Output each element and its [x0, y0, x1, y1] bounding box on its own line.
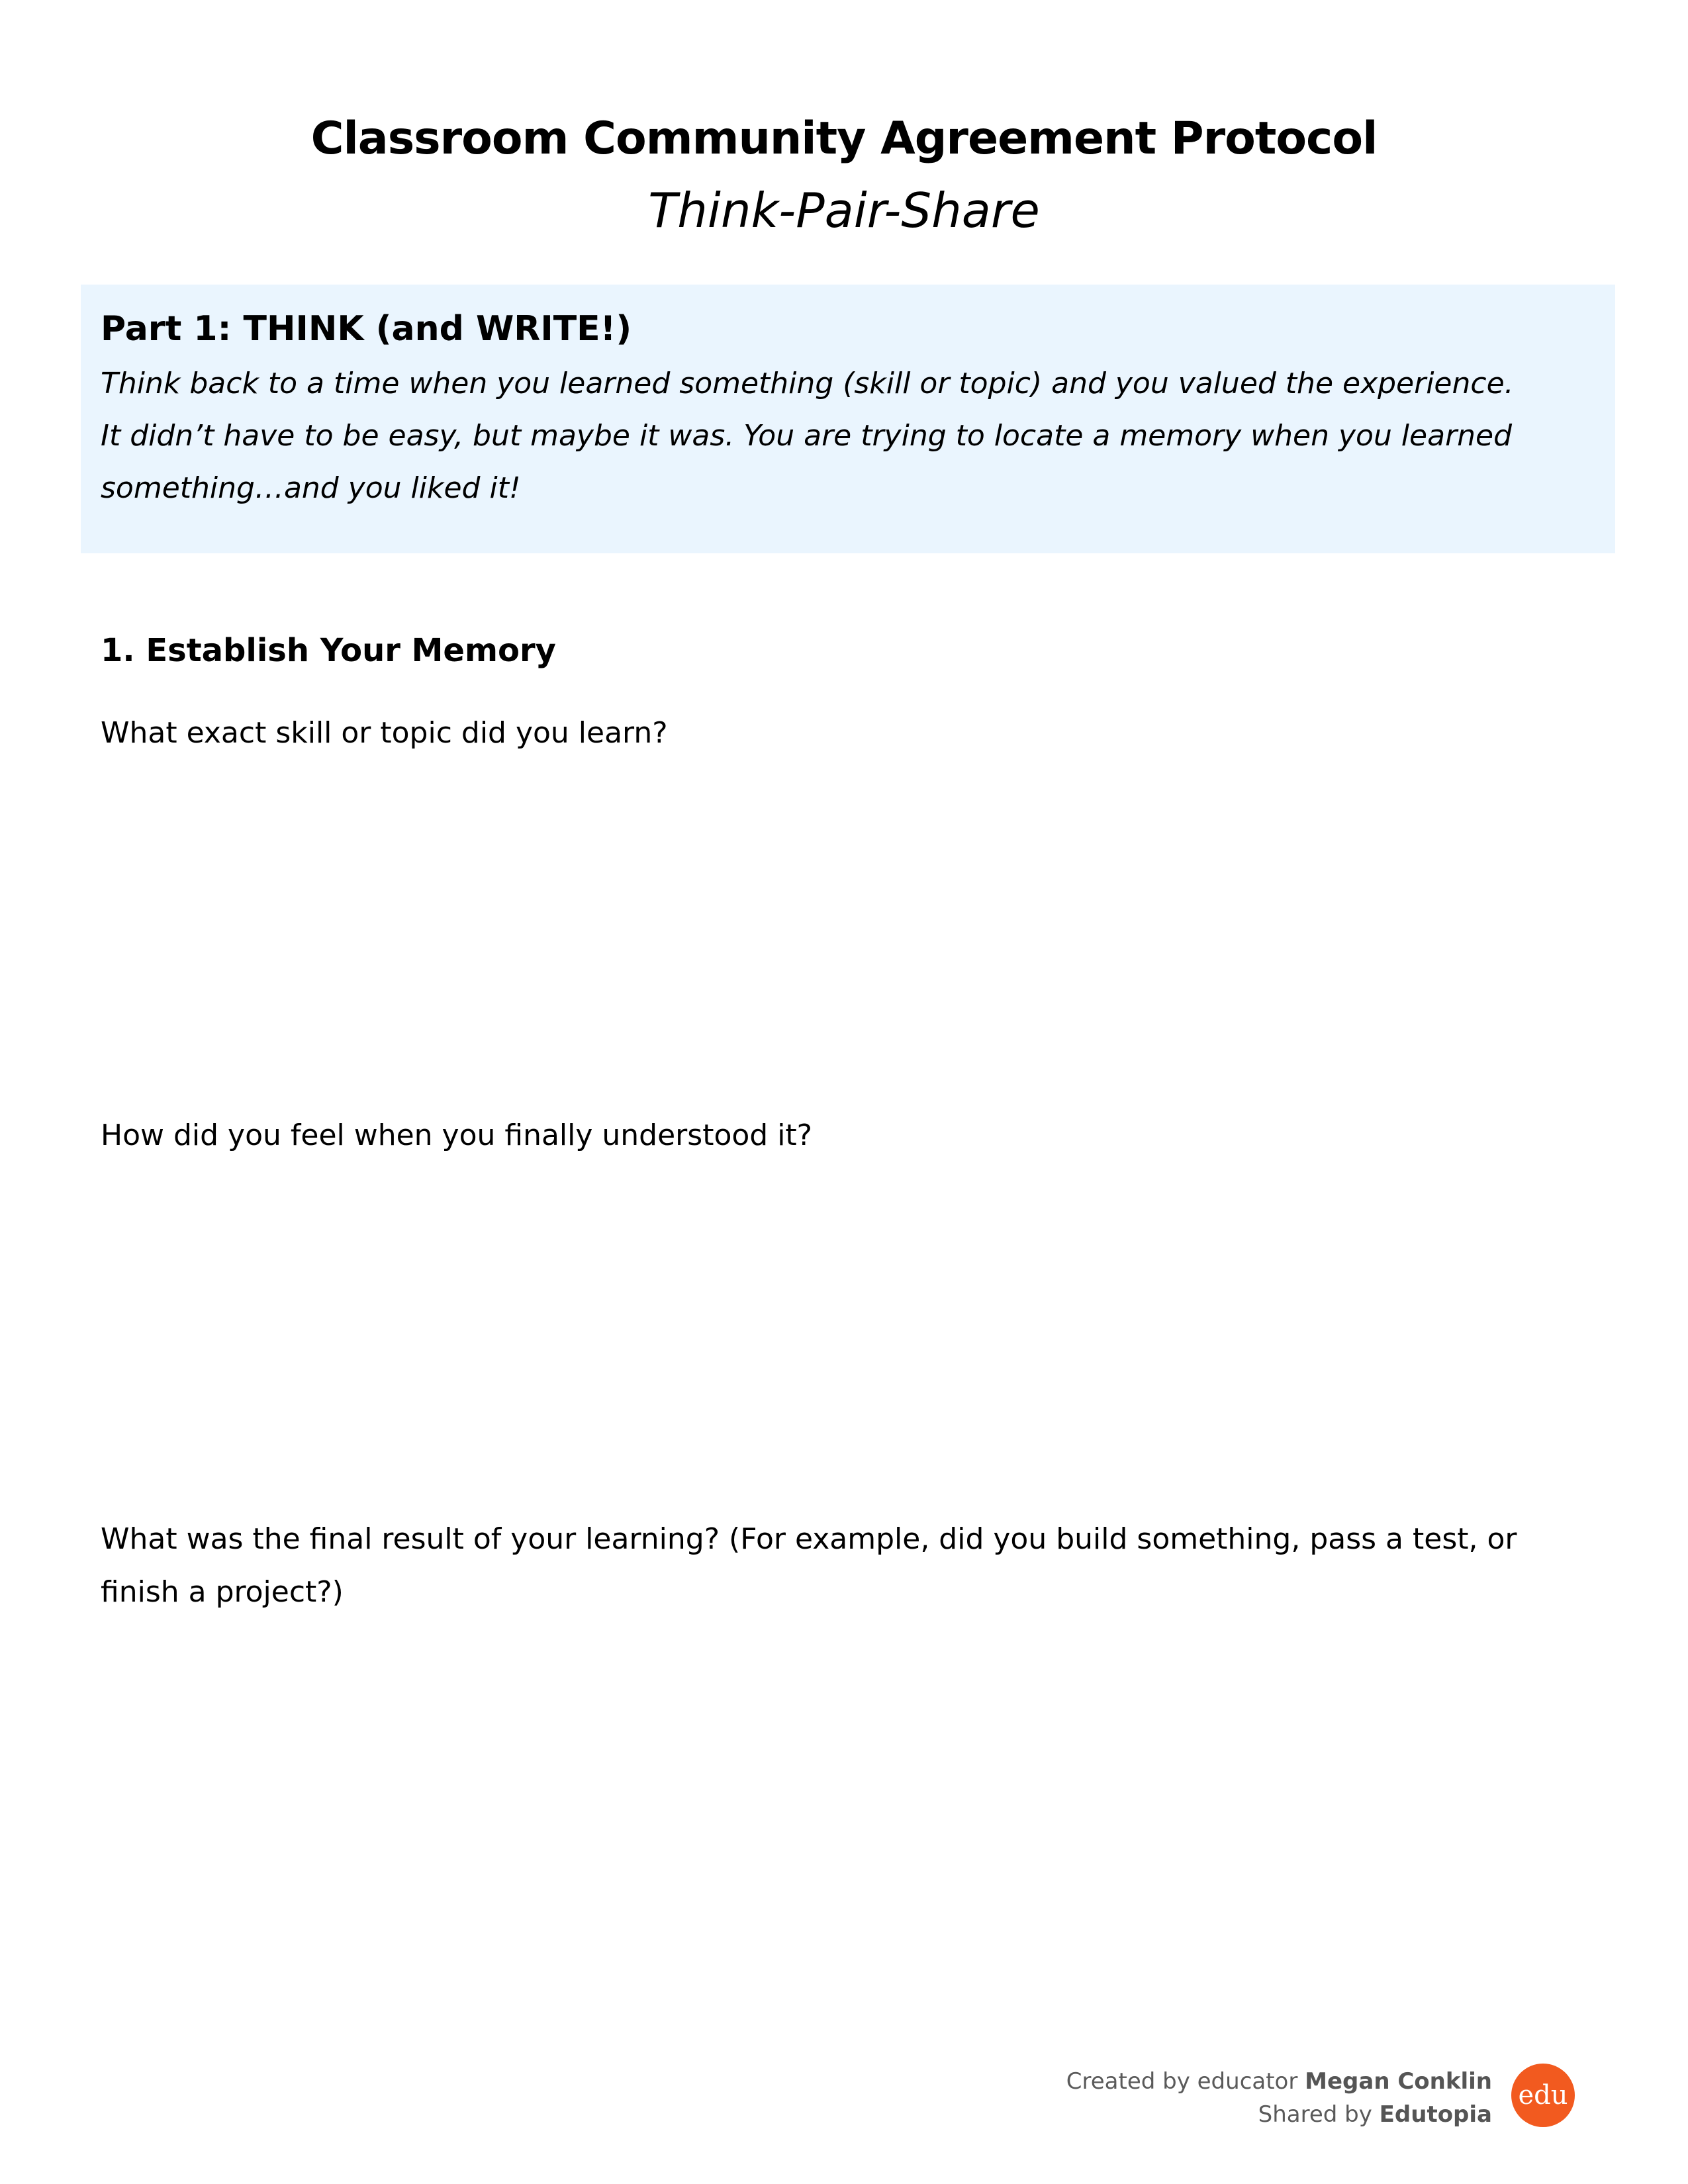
question-final-result: What was the final result of your learning? (For example, did you build something, pass a test, or finish a project?) [101, 1522, 1517, 1609]
footer-credits [1066, 2065, 1492, 2131]
question-skill-or-topic: What exact skill or topic did you learn? [101, 716, 668, 750]
edutopia-logo-icon: edu [1511, 2064, 1575, 2127]
callout-body: Think back to a time when you learned something (skill or topic) and you valued the experience. It didn’t have to be easy, but maybe it was. You are trying to locate a memory when you learned something…and you liked it! [101, 367, 1514, 505]
page-subtitle: Think-Pair-Share [648, 183, 1040, 238]
footer-shared-line [1066, 2098, 1492, 2131]
footer-shared-name: Edutopia [1379, 2101, 1492, 2128]
section-heading: 1. Establish Your Memory [101, 632, 556, 669]
page-title: Classroom Community Agreement Protocol [310, 113, 1378, 165]
footer-created-line [1066, 2065, 1492, 2098]
callout-heading: Part 1: THINK (and WRITE!) [101, 309, 632, 349]
question-feeling: How did you feel when you finally understood it? [101, 1118, 813, 1152]
footer-created-prefix: Created by educator [1066, 2068, 1305, 2095]
footer-creator-name: Megan Conklin [1305, 2068, 1492, 2095]
instructions-callout [81, 285, 1615, 553]
footer-shared-prefix: Shared by [1258, 2101, 1380, 2128]
